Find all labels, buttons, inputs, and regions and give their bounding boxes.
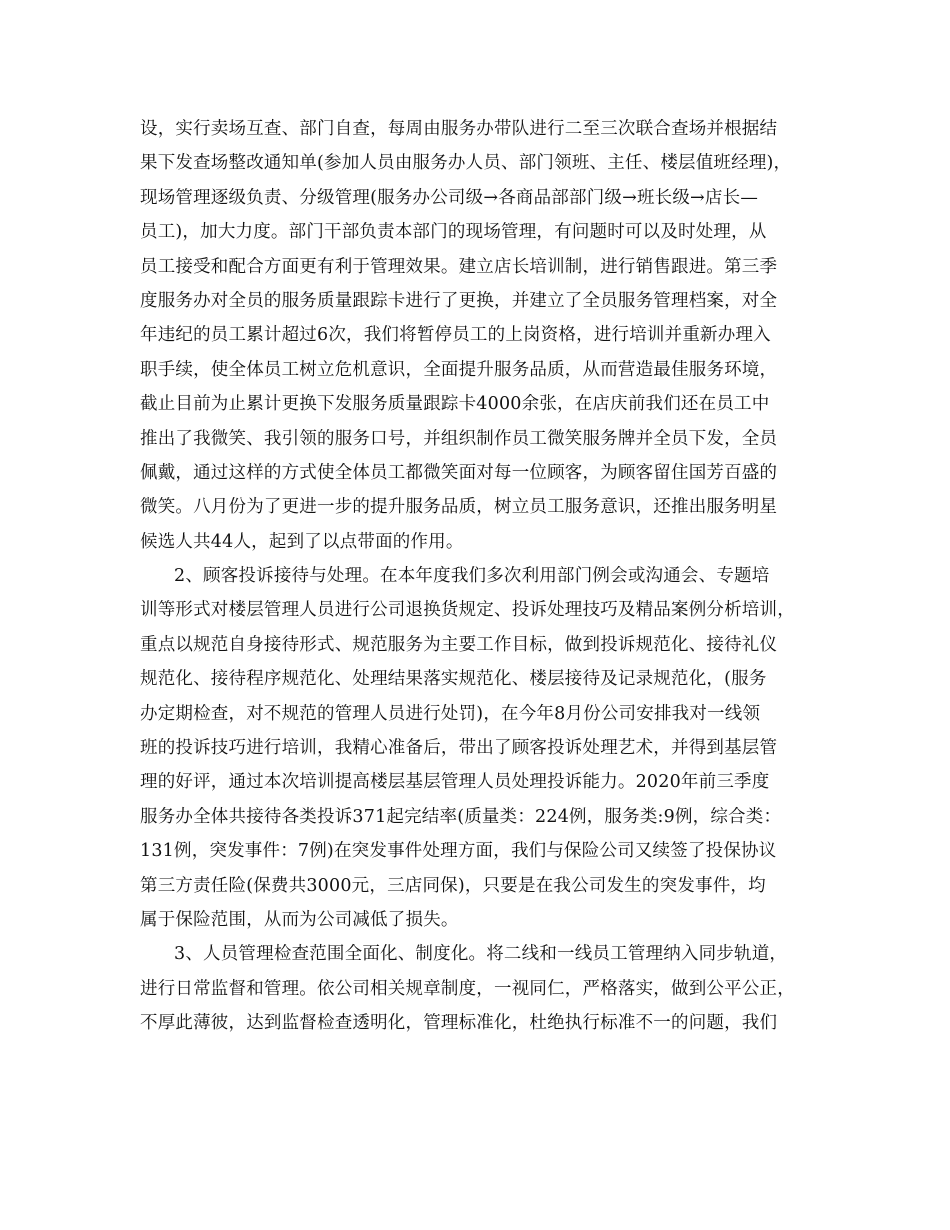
text-line: 训等形式对楼层管理人员进行公司退换货规定、投诉处理技巧及精品案例分析培训， (140, 600, 795, 621)
text-line: 截止目前为止累计更换下发服务质量跟踪卡4000余张，在店庆前我们还在员工中 (140, 394, 770, 415)
text-line: 规范化、接待程序规范化、处理结果落实规范化、楼层接待及记录规范化，(服务 (140, 669, 767, 690)
text-line: 年违纪的员工累计超过6次，我们将暂停员工的上岗资格，进行培训并重新办理入 (140, 325, 771, 346)
text-line: 理的好评，通过本次培训提高楼层基层管理人员处理投诉能力。2020年前三季度 (140, 772, 770, 793)
text-line: 果下发查场整改通知单(参加人员由服务办人员、部门领班、主任、楼层值班经理)， (140, 153, 792, 174)
text-line: 员工接受和配合方面更有利于管理效果。建立店长培训制，进行销售跟进。第三季 (140, 256, 778, 277)
text-line: 服务办全体共接待各类投诉371起完结率(质量类：224例，服务类:9例，综合类： (140, 806, 782, 827)
text-line: 微笑。八月份为了更进一步的提升服务品质，树立员工服务意识，还推出服务明星 (140, 497, 778, 518)
text-line: 佩戴，通过这样的方式使全体员工都微笑面对每一位顾客，为顾客留住国芳百盛的 (140, 462, 778, 483)
text-line: 重点以规范自身接待形式、规范服务为主要工作目标，做到投诉规范化、接待礼仪 (140, 634, 778, 655)
text-line: 第三方责任险(保费共3000元，三店同保)，只要是在我公司发生的突发事件，均 (140, 875, 766, 896)
text-line: 进行日常监督和管理。依公司相关规章制度，一视同仁，严格落实，做到公平公正， (140, 978, 795, 999)
text-line: 班的投诉技巧进行培训，我精心准备后，带出了顾客投诉处理艺术，并得到基层管 (140, 738, 778, 759)
text-line: 设，实行卖场互查、部门自查，每周由服务办带队进行二至三次联合查场并根据结 (140, 119, 778, 139)
text-line: 不厚此薄彼，达到监督检查透明化，管理标准化，杜绝执行标准不一的问题，我们 (140, 1013, 778, 1034)
text-line: 职手续，使全体员工树立危机意识，全面提升服务品质，从而营造最佳服务环境， (140, 359, 778, 380)
text-line: 推出了我微笑、我引领的服务口号，并组织制作员工微笑服务牌并全员下发，全员 (140, 428, 778, 449)
text-line: 度服务办对全员的服务质量跟踪卡进行了更换，并建立了全员服务管理档案，对全 (140, 290, 778, 311)
paragraph-start-line: 3、人员管理检查范围全面化、制度化。将二线和一线员工管理纳入同步轨道， (174, 944, 788, 965)
text-line: 候选人共44人，起到了以点带面的作用。 (140, 531, 464, 552)
text-line: 131例，突发事件：7例)在突发事件处理方面，我们与保险公司又续签了投保协议 (140, 841, 777, 862)
paragraph-start-line: 2、顾客投诉接待与处理。在本年度我们多次利用部门例会或沟通会、专题培 (174, 566, 770, 587)
body-text (140, 112, 820, 1041)
text-line: 现场管理逐级负责、分级管理(服务办公司级→各商品部部门级→班长级→店长— (140, 187, 759, 208)
text-line: 办定期检查，对不规范的管理人员进行处罚)，在今年8月份公司安排我对一线领 (140, 703, 761, 724)
text-line: 属于保险范围，从而为公司减低了损失。 (140, 909, 459, 930)
text-line: 员工)，加大力度。部门干部负责本部门的现场管理，有问题时可以及时处理，从 (140, 222, 767, 243)
